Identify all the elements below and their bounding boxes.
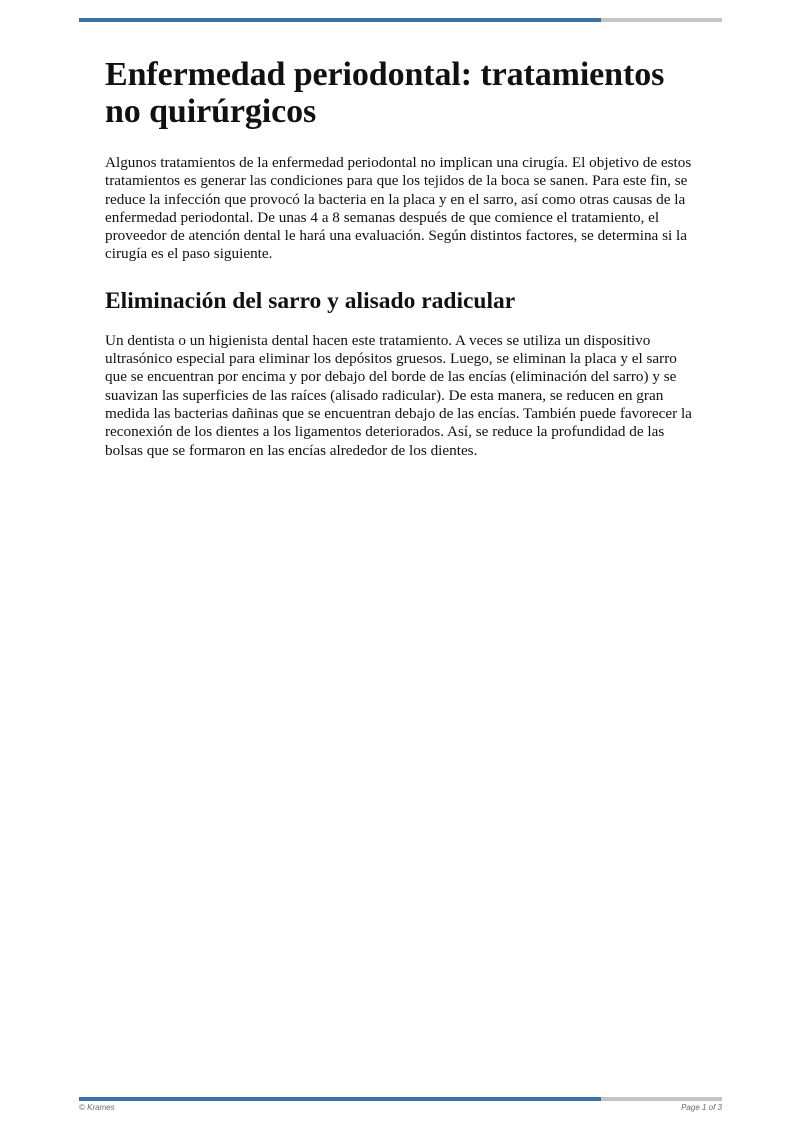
section-heading: Eliminación del sarro y alisado radicular — [105, 287, 516, 314]
intro-paragraph: Algunos tratamientos de la enfermedad periodontal no implican una cirugía. El objetivo de estos tratamientos es generar las condiciones para que los tejidos de la boca se sanen. Para este fin, se reduce la infección que provocó la bacteria en la placa y en el sarro, así como otras causas de la enfermedad periodontal. De unas 4 a 8 semanas después de que comience el tratamiento, el proveedor de atención dental le hará una evaluación. Según distintos factores, se determina si la cirugía es el paso siguiente. — [105, 154, 692, 263]
footer-rule-gray — [601, 1097, 722, 1101]
page-title: Enfermedad periodontal: tratamientos no quirúrgicos — [105, 56, 665, 130]
header-rule-accent — [79, 18, 601, 22]
header-rule — [79, 18, 722, 22]
footer-copyright: © Krames — [79, 1103, 115, 1112]
footer-page-number: Page 1 of 3 — [681, 1103, 722, 1112]
footer-rule-accent — [79, 1097, 601, 1101]
document-body — [105, 56, 700, 460]
header-rule-gray — [601, 18, 722, 22]
footer-rule — [79, 1097, 722, 1101]
section-paragraph: Un dentista o un higienista dental hacen este tratamiento. A veces se utiliza un dispositivo ultrasónico especial para eliminar los depósitos gruesos. Luego, se eliminan la placa y el sarro que se encuentran por encima y por debajo del borde de las encías (eliminación del sarro) y se suavizan las superficies de las raíces (alisado radicular). De esta manera, se reducen en gran medida las bacterias dañinas que se encuentran debajo de las encías. También puede favorecer la reconexión de los dientes a los ligamentos deteriorados. Así, se reduce la profundidad de las bolsas que se formaron en las encías alrededor de los dientes. — [105, 331, 692, 459]
